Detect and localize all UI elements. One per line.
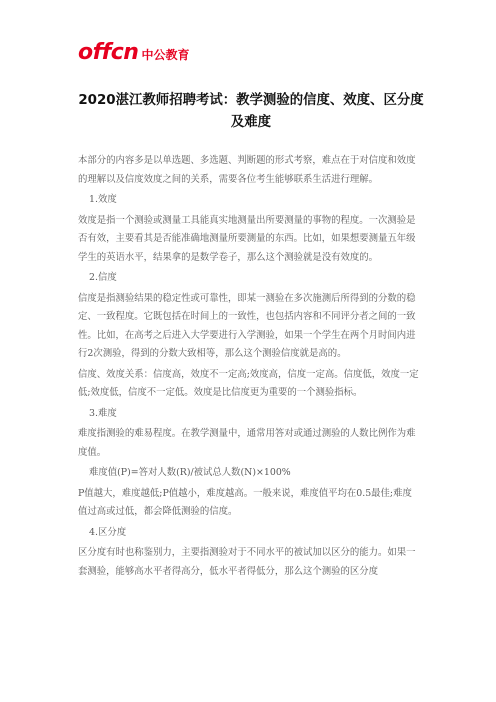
difficulty-paragraph: 难度指测验的难易程度。在教学测量中，通常用答对或通过测验的人数比例作为难度值。	[78, 428, 416, 458]
logo-chinese-name: 中公教育	[141, 48, 190, 62]
section-heading-validity: 1.效度	[89, 194, 117, 205]
offcn-logo	[78, 40, 189, 64]
document-body	[78, 152, 419, 583]
section-heading-discrimination: 4.区分度	[89, 526, 127, 538]
logo-wordmark: offcn	[78, 40, 139, 65]
relationship-paragraph: 信度、效度关系：信度高，效度不一定高;效度高，信度一定高。信度低，效度一定低;效度低，信度不一定低。效度是比信度更为重要的一个测验指标。	[78, 368, 419, 398]
reliability-paragraph: 信度是指测验结果的稳定性或可靠性，即某一测验在多次施测后所得到的分数的稳定、一致程度。它既包括在时间上的一致性，也包括内容和不同评分者之间的一致性。比如，在高考之后进入大学要进行入学测验，如果一个学生在两个月时间内进行2次测验，得到的分数大致相等，那么这个测验信度就是高的。	[78, 292, 416, 359]
section-heading-reliability: 2.信度	[89, 272, 117, 283]
difficulty-note-paragraph: P值越大，难度越低;P值越小，难度越高。一般来说，难度值平均在0.5最佳;难度值过高或过低，都会降低测验的信度。	[78, 487, 412, 517]
discrimination-paragraph: 区分度有时也称鉴别力，主要指测验对于不同水平的被试加以区分的能力。如果一套测验，能够高水平者得高分，低水平者得低分，那么这个测验的区分度	[78, 547, 416, 577]
document-title: 2020湛江教师招聘考试：教学测验的信度、效度、区分度及难度	[78, 93, 424, 130]
section-heading-difficulty: 3.难度	[89, 407, 117, 419]
validity-paragraph: 效度是指一个测验或测量工具能真实地测量出所要测量的事物的程度。一次测验是否有效，主要看其是否能准确地测量所要测量的东西。比如，如果想要测量五年级学生的英语水平，结果拿的是数学卷子，那么这个测验就是没有效度的。	[78, 214, 416, 263]
difficulty-formula: 难度值(P)=答对人数(R)/被试总人数(N)×100%	[89, 467, 291, 478]
intro-paragraph: 本部分的内容多是以单选题、多选题、判断题的形式考察，难点在于对信度和效度的理解以及信度效度之间的关系，需要各位考生能够联系生活进行理解。	[78, 155, 416, 185]
